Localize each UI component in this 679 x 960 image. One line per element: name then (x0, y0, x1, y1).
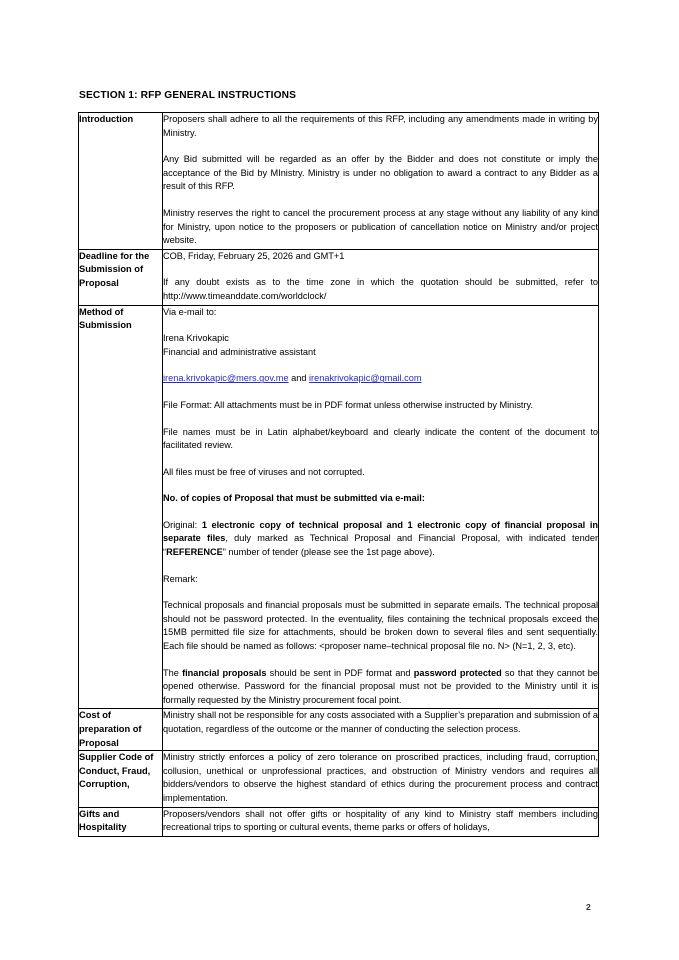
row-label-method-of-submission: Method of Submission (79, 305, 163, 709)
paragraph-file-names: File names must be in Latin alphabet/keyboard and clearly indicate the content of the document to facilitated review. (163, 426, 598, 451)
row-label-supplier-code-of-conduct: Supplier Code of Conduct, Fraud, Corruption, (79, 751, 163, 807)
email-link-secondary[interactable]: irenakrivokapic@gmail.com (309, 373, 422, 384)
paragraph: Ministry reserves the right to cancel the procurement process at any stage without any liability of any kind for Ministry, upon notice to the proposers or publication of cancellation notice on Ministry and/or project website. (163, 207, 598, 246)
original-bold-reference: REFERENCE (166, 547, 223, 558)
paragraph: Any Bid submitted will be regarded as an offer by the Bidder and does not constitute or imply the acceptance of the Bid by MInistry. Ministry is under no obligation to award a contract to any Bidder as a result of this RFP. (163, 154, 598, 192)
paragraph: Ministry shall not be responsible for any costs associated with a Supplier’s preparation and submission of a quotation, regardless of the outcome or the manner of conducting the selection process. (163, 710, 598, 734)
page-title: SECTION 1: RFP GENERAL INSTRUCTIONS (79, 90, 297, 101)
table-row (79, 305, 599, 709)
row-content-supplier-code-of-conduct (163, 751, 599, 807)
table-row (79, 807, 599, 836)
contact-name: Irena Krivokapic (163, 333, 229, 344)
paragraph-original (163, 519, 598, 560)
via-email-label: Via e-mail to: (163, 306, 217, 317)
table-row (79, 709, 599, 751)
paragraph: If any doubt exists as to the time zone in which the quotation should be submitted, refer to http://www.timeanddate.com/worldclock/ (163, 277, 598, 301)
paragraph-viruses: All files must be free of viruses and not corrupted. (163, 466, 365, 477)
row-content-introduction (163, 113, 599, 250)
financial-bold-password: password protected (413, 667, 502, 678)
row-content-cost-of-preparation (163, 709, 599, 751)
contact-block (163, 332, 598, 359)
paragraph-technical-proposals: Technical proposals and financial proposals must be submitted in separate emails. The technical proposal should not be password protected. In the eventuality, files containing the technical proposals exceed the 15MB permitted file size for attachments, should be broken down to several files and sent sequentially. Each file should be named as follows: <proposer name–technical proposal file no. N> (N=1, 2, 3, etc). (163, 600, 598, 652)
remark-label: Remark: (163, 573, 198, 584)
table-row (79, 249, 599, 305)
paragraph-financial-proposals (163, 667, 598, 708)
deadline-datetime: COB, Friday, February 25, 2026 and GMT+1 (163, 250, 345, 261)
row-label-gifts-and-hospitality: Gifts and Hospitality (79, 807, 163, 836)
paragraph: Ministry strictly enforces a policy of zero tolerance on proscribed practices, including fraud, corruption, collusion, unethical or unprofessional practices, and obstruction of Ministry vendors and requires all bidders/vendors to observe the highest standard of ethics during the procurement process and contract implementation. (163, 752, 598, 803)
financial-middle: should be sent in PDF format and (266, 667, 414, 678)
email-conjunction: and (288, 373, 310, 384)
financial-suffix: so that they cannot be opened otherwise. Password for the financial proposal must not be provided to the Ministry until it is formally requested by the Ministry procurement focal point. (163, 667, 598, 705)
paragraph-file-format: File Format: All attachments must be in PDF format unless otherwise instructed by Ministry. (163, 399, 534, 410)
table-row (79, 113, 599, 250)
paragraph: Proposers shall adhere to all the requirements of this RFP, including any amendments made in writing by Ministry. (163, 114, 598, 138)
row-label-deadline: Deadline for the Submission of Proposal (79, 249, 163, 305)
row-label-cost-of-preparation: Cost of preparation of Proposal (79, 709, 163, 751)
email-link-primary[interactable]: irena.krivokapic@mers.gov.me (163, 373, 289, 384)
page-number: 2 (586, 902, 591, 912)
original-prefix: Original: (163, 519, 202, 530)
email-block (163, 372, 598, 386)
original-bold-copies: 1 electronic copy of technical proposal and 1 electronic copy of financial proposal in separate files (163, 519, 598, 544)
heading-copies: No. of copies of Proposal that must be submitted via e-mail: (163, 493, 425, 504)
financial-prefix: The (163, 667, 183, 678)
contact-title: Financial and administrative assistant (163, 346, 316, 357)
row-content-gifts-and-hospitality (163, 807, 599, 836)
original-middle: , duly marked as Technical Proposal and Financial Proposal, with indicated tender “ (163, 533, 599, 558)
table-row (79, 751, 599, 807)
rfp-general-instructions-table (78, 112, 599, 837)
financial-bold-proposals: financial proposals (182, 667, 267, 678)
original-suffix: ” number of tender (please see the 1st page above). (222, 547, 435, 558)
row-label-introduction: Introduction (79, 113, 163, 250)
row-content-deadline (163, 249, 599, 305)
row-content-method-of-submission (163, 305, 599, 709)
paragraph: Proposers/vendors shall not offer gifts or hospitality of any kind to Ministry staff members including recreational trips to sporting or cultural events, theme parks or offers of holidays, (163, 808, 598, 833)
